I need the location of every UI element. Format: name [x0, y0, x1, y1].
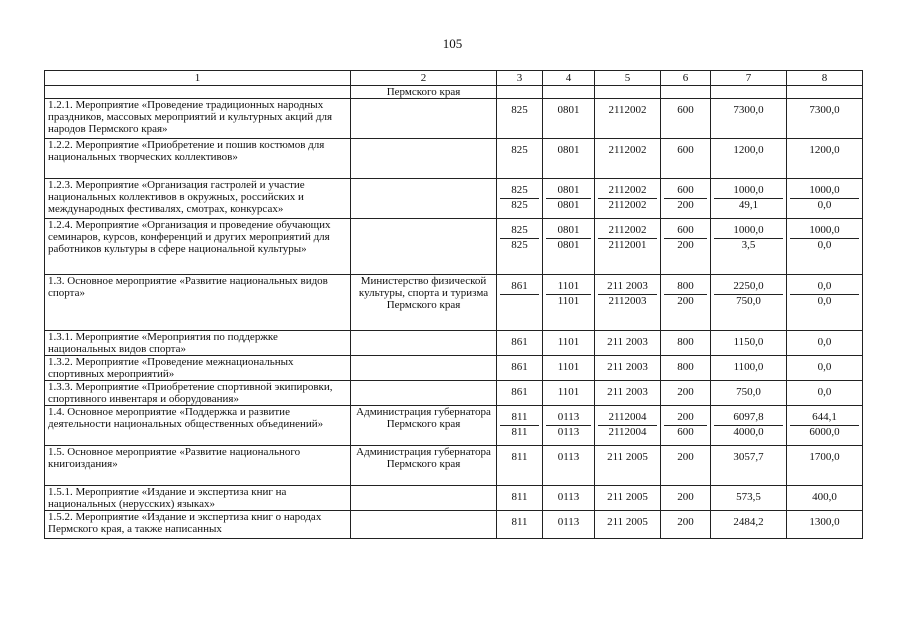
target-article: 211 2005	[607, 451, 648, 463]
target-article-cell	[595, 275, 661, 331]
value-col7: 1100,0	[733, 361, 764, 373]
value-col8: 7300,0	[809, 104, 840, 116]
value-col7-cell	[711, 356, 787, 381]
section-code: 1101	[557, 386, 580, 398]
section-code: 0801	[546, 198, 591, 211]
value-col8-cell	[787, 139, 863, 179]
value-col7: 573,5	[736, 491, 761, 503]
value-col8-cell	[787, 406, 863, 446]
value-col7: 1200,0	[733, 144, 764, 156]
column-header-1: 1	[45, 71, 351, 86]
section-code-cell	[543, 381, 595, 406]
grbs-code: 825	[511, 224, 528, 236]
table-row	[45, 356, 863, 381]
grbs-code: 811	[500, 425, 539, 438]
grbs-code: 861	[511, 386, 528, 398]
target-article: 211 2005	[607, 491, 648, 503]
value-col7: 3057,7	[733, 451, 764, 463]
column-header-6: 6	[661, 71, 711, 86]
target-article: 2112002	[608, 184, 647, 196]
value-col7-cell	[711, 331, 787, 356]
grbs-code: 811	[511, 516, 528, 528]
section-code-cell	[543, 356, 595, 381]
executor	[351, 179, 497, 219]
section-code-cell	[543, 139, 595, 179]
target-article: 2112002	[608, 144, 647, 156]
expense-type-cell	[661, 381, 711, 406]
executor: Министерство физической культуры, спорта и туризма Пермского края	[351, 275, 497, 331]
target-article-cell	[595, 331, 661, 356]
section-code: 0113	[557, 491, 580, 503]
value-col8-cell	[787, 86, 863, 99]
grbs-code	[500, 294, 539, 307]
value-col7: 49,1	[714, 198, 783, 211]
expense-type: 600	[677, 104, 694, 116]
grbs-code-cell	[497, 331, 543, 356]
value-col7: 750,0	[714, 294, 783, 307]
table-row	[45, 406, 863, 446]
value-col7-cell	[711, 446, 787, 486]
value-col8: 0,0	[817, 336, 832, 348]
measure-description: 1.3.2. Мероприятие «Проведение межнациональных спортивных мероприятий»	[45, 356, 351, 381]
expense-type-cell	[661, 406, 711, 446]
table-row	[45, 275, 863, 331]
value-col7: 6097,8	[733, 411, 764, 423]
value-col8-cell	[787, 275, 863, 331]
expense-type-cell	[661, 331, 711, 356]
section-code-cell	[543, 331, 595, 356]
value-col8-cell	[787, 179, 863, 219]
measure-description: 1.4. Основное мероприятие «Поддержка и развитие деятельности национальных общественных объединений»	[45, 406, 351, 446]
value-col8-cell	[787, 381, 863, 406]
grbs-code-cell	[497, 406, 543, 446]
value-col7: 1000,0	[733, 224, 764, 236]
target-article-cell	[595, 139, 661, 179]
expense-type: 600	[677, 184, 694, 196]
grbs-code-cell	[497, 446, 543, 486]
grbs-code-cell	[497, 86, 543, 99]
executor	[351, 139, 497, 179]
value-col8: 0,0	[817, 280, 832, 292]
measure-description: 1.2.2. Мероприятие «Приобретение и пошив костюмов для национальных творческих коллективов»	[45, 139, 351, 179]
grbs-code: 861	[511, 361, 528, 373]
expense-type: 600	[677, 144, 694, 156]
column-header-3: 3	[497, 71, 543, 86]
value-col8: 1300,0	[809, 516, 840, 528]
executor: Администрация губернатора Пермского края	[351, 406, 497, 446]
grbs-code: 825	[500, 198, 539, 211]
value-col8-cell	[787, 99, 863, 139]
value-col8-cell	[787, 486, 863, 511]
value-col7-cell	[711, 179, 787, 219]
target-article: 2112001	[598, 238, 657, 251]
value-col8: 6000,0	[790, 425, 859, 438]
target-article-cell	[595, 179, 661, 219]
budget-table	[44, 70, 863, 539]
header-row	[45, 71, 863, 86]
value-col7-cell	[711, 275, 787, 331]
expense-type: 200	[677, 411, 694, 423]
value-col8-cell	[787, 511, 863, 539]
target-article: 211 2005	[607, 516, 648, 528]
page-number: 105	[442, 36, 463, 51]
grbs-code: 825	[511, 184, 528, 196]
expense-type: 800	[677, 280, 694, 292]
section-code-cell	[543, 86, 595, 99]
value-col8: 0,0	[790, 294, 859, 307]
value-col8: 644,1	[812, 411, 837, 423]
value-col7-cell	[711, 511, 787, 539]
target-article-cell	[595, 406, 661, 446]
executor	[351, 511, 497, 539]
section-code: 0801	[557, 224, 580, 236]
expense-type-cell	[661, 179, 711, 219]
column-header-5: 5	[595, 71, 661, 86]
target-article: 211 2003	[607, 280, 648, 292]
executor: Администрация губернатора Пермского края	[351, 446, 497, 486]
grbs-code: 825	[511, 104, 528, 116]
measure-description: 1.3. Основное мероприятие «Развитие национальных видов спорта»	[45, 275, 351, 331]
grbs-code: 811	[511, 491, 528, 503]
value-col7: 7300,0	[733, 104, 764, 116]
section-code: 0801	[557, 184, 580, 196]
grbs-code-cell	[497, 356, 543, 381]
expense-type: 200	[677, 386, 694, 398]
table-row	[45, 511, 863, 539]
target-article: 211 2003	[607, 361, 648, 373]
grbs-code: 825	[500, 238, 539, 251]
column-header-2: 2	[351, 71, 497, 86]
grbs-code-cell	[497, 511, 543, 539]
expense-type-cell	[661, 446, 711, 486]
grbs-code: 825	[511, 144, 528, 156]
executor: Пермского края	[351, 86, 497, 99]
expense-type: 600	[664, 425, 707, 438]
grbs-code-cell	[497, 179, 543, 219]
expense-type-cell	[661, 86, 711, 99]
target-article-cell	[595, 446, 661, 486]
expense-type-cell	[661, 511, 711, 539]
grbs-code-cell	[497, 275, 543, 331]
table-row	[45, 331, 863, 356]
value-col8: 0,0	[817, 361, 832, 373]
section-code-cell	[543, 99, 595, 139]
measure-description: 1.5.2. Мероприятие «Издание и экспертиза книг о народах Пермского края, а также написанных	[45, 511, 351, 539]
value-col7-cell	[711, 406, 787, 446]
expense-type: 200	[664, 198, 707, 211]
value-col7-cell	[711, 86, 787, 99]
measure-description: 1.5. Основное мероприятие «Развитие национального книгоиздания»	[45, 446, 351, 486]
section-code: 0801	[546, 238, 591, 251]
table-row	[45, 86, 863, 99]
executor	[351, 381, 497, 406]
table-row	[45, 179, 863, 219]
target-article-cell	[595, 86, 661, 99]
executor	[351, 356, 497, 381]
value-col7: 2484,2	[733, 516, 764, 528]
expense-type-cell	[661, 139, 711, 179]
target-article-cell	[595, 486, 661, 511]
executor	[351, 219, 497, 275]
table-row	[45, 219, 863, 275]
value-col8: 1200,0	[809, 144, 840, 156]
expense-type: 200	[677, 451, 694, 463]
expense-type: 200	[664, 238, 707, 251]
target-article-cell	[595, 381, 661, 406]
section-code: 1101	[557, 361, 580, 373]
value-col7: 3,5	[714, 238, 783, 251]
expense-type: 200	[664, 294, 707, 307]
column-header-7: 7	[711, 71, 787, 86]
value-col7-cell	[711, 219, 787, 275]
column-header-8: 8	[787, 71, 863, 86]
expense-type-cell	[661, 99, 711, 139]
measure-description: 1.2.4. Мероприятие «Организация и проведение обучающих семинаров, курсов, конференций и других мероприятий для работников культуры в сфере национальной культуры»	[45, 219, 351, 275]
section-code: 0113	[557, 451, 580, 463]
target-article: 2112003	[598, 294, 657, 307]
section-code-cell	[543, 179, 595, 219]
measure-description: 1.3.1. Мероприятие «Мероприятия по поддержке национальных видов спорта»	[45, 331, 351, 356]
table-row	[45, 381, 863, 406]
value-col8-cell	[787, 219, 863, 275]
value-col7-cell	[711, 381, 787, 406]
value-col7-cell	[711, 99, 787, 139]
value-col7-cell	[711, 486, 787, 511]
value-col7-cell	[711, 139, 787, 179]
table-row	[45, 99, 863, 139]
grbs-code: 811	[511, 451, 528, 463]
section-code: 0113	[557, 516, 580, 528]
table-row	[45, 446, 863, 486]
expense-type-cell	[661, 486, 711, 511]
target-article: 2112004	[598, 425, 657, 438]
value-col8: 400,0	[812, 491, 837, 503]
value-col8-cell	[787, 331, 863, 356]
section-code: 1101	[557, 336, 580, 348]
target-article-cell	[595, 99, 661, 139]
value-col8: 0,0	[817, 386, 832, 398]
section-code: 1101	[546, 294, 591, 307]
target-article-cell	[595, 511, 661, 539]
section-code: 0801	[557, 144, 580, 156]
expense-type-cell	[661, 219, 711, 275]
value-col8: 1000,0	[809, 184, 840, 196]
value-col8: 1000,0	[809, 224, 840, 236]
value-col8: 1700,0	[809, 451, 840, 463]
section-code-cell	[543, 275, 595, 331]
section-code-cell	[543, 219, 595, 275]
executor	[351, 331, 497, 356]
target-article: 211 2003	[607, 386, 648, 398]
section-code-cell	[543, 486, 595, 511]
target-article: 2112004	[608, 411, 647, 423]
value-col7: 2250,0	[733, 280, 764, 292]
section-code: 0801	[557, 104, 580, 116]
value-col8: 0,0	[790, 198, 859, 211]
value-col8-cell	[787, 446, 863, 486]
section-code-cell	[543, 446, 595, 486]
value-col7: 750,0	[736, 386, 761, 398]
grbs-code-cell	[497, 219, 543, 275]
section-code-cell	[543, 406, 595, 446]
expense-type-cell	[661, 356, 711, 381]
value-col8: 0,0	[790, 238, 859, 251]
measure-description: 1.3.3. Мероприятие «Приобретение спортивной экипировки, спортивного инвентаря и оборудования»	[45, 381, 351, 406]
section-code: 0113	[557, 411, 580, 423]
target-article-cell	[595, 219, 661, 275]
table-row	[45, 486, 863, 511]
grbs-code-cell	[497, 381, 543, 406]
grbs-code: 861	[511, 336, 528, 348]
grbs-code-cell	[497, 99, 543, 139]
section-code: 1101	[557, 280, 580, 292]
value-col7: 1150,0	[733, 336, 764, 348]
grbs-code-cell	[497, 486, 543, 511]
value-col8-cell	[787, 356, 863, 381]
measure-description: 1.2.1. Мероприятие «Проведение традиционных народных праздников, массовых мероприятий и культурных акций для народов Пермского края»	[45, 99, 351, 139]
target-article: 211 2003	[607, 336, 648, 348]
expense-type: 800	[677, 336, 694, 348]
grbs-code-cell	[497, 139, 543, 179]
grbs-code: 811	[511, 411, 528, 423]
table-body	[45, 86, 863, 539]
target-article: 2112002	[608, 104, 647, 116]
column-header-4: 4	[543, 71, 595, 86]
value-col7: 1000,0	[733, 184, 764, 196]
expense-type: 600	[677, 224, 694, 236]
measure-description: 1.2.3. Мероприятие «Организация гастролей и участие национальных коллективов в окружных, российских и международных фестивалях, смотрах, конкурсах»	[45, 179, 351, 219]
executor	[351, 486, 497, 511]
target-article: 2112002	[608, 224, 647, 236]
expense-type: 200	[677, 516, 694, 528]
expense-type: 200	[677, 491, 694, 503]
value-col7: 4000,0	[714, 425, 783, 438]
measure-description	[45, 86, 351, 99]
target-article-cell	[595, 356, 661, 381]
table-row	[45, 139, 863, 179]
expense-type-cell	[661, 275, 711, 331]
target-article: 2112002	[598, 198, 657, 211]
grbs-code: 861	[511, 280, 528, 292]
measure-description: 1.5.1. Мероприятие «Издание и экспертиза книг на национальных (нерусских) языках»	[45, 486, 351, 511]
section-code-cell	[543, 511, 595, 539]
expense-type: 800	[677, 361, 694, 373]
section-code: 0113	[546, 425, 591, 438]
executor	[351, 99, 497, 139]
